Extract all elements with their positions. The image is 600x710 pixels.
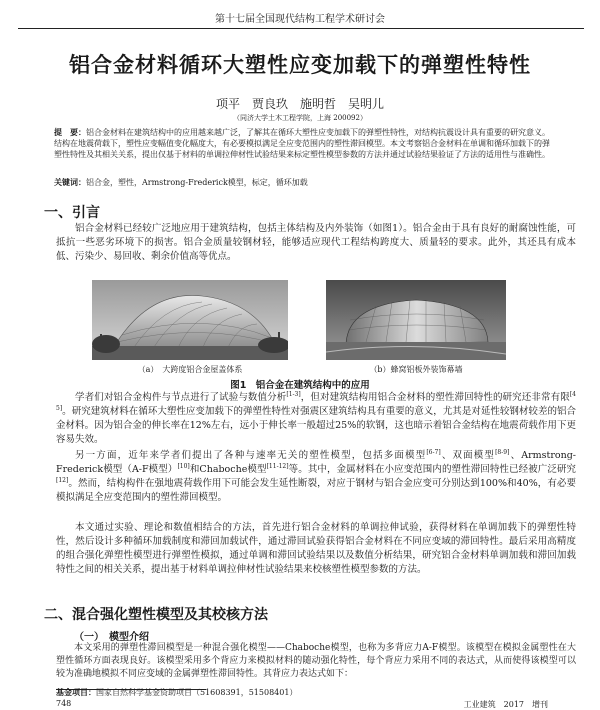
subsection-heading: （一） 模型介绍 [74, 632, 149, 643]
citation: [6-7] [426, 448, 441, 456]
figure-1b-caption: （b）蜂窝铝板外装饰幕墙 [369, 365, 463, 374]
paper-title: 铝合金材料循环大塑性应变加载下的弹塑性特性 [69, 53, 531, 77]
keywords-text: 铝合金，塑性，Armstrong-Frederick模型，标定，循环加载 [86, 178, 308, 187]
intro-p2-text-a: 学者们对铝合金构件与节点进行了试验与数值分析 [75, 392, 287, 403]
figure-1a-caption: （a） 大跨度铝合金屋盖体系 [137, 365, 243, 374]
running-header: 第十七届全国现代结构工程学术研讨会 [215, 14, 385, 25]
section-2-heading: 二、混合强化塑性模型及其校核方法 [44, 607, 268, 623]
intro-p2-text-c: 。研究建筑材料在循环大塑性应变加载下的弹塑性特性对强震区建筑结构具有重要的意义，尤其是对延性较钢材较差的铝合金材料。因为铝合金的伸长率在12%左右，远小于伸长率一般超过25%的软钢，这也暗示着铝合金结构在地震荷载作用下更容易失效。 [56, 406, 576, 445]
page-number: 748 [56, 699, 72, 708]
figure-1-title: 图1 铝合金在建筑结构中的应用 [230, 380, 370, 391]
section-1-heading: 一、引言 [44, 205, 100, 221]
abstract-label: 提 要： [54, 128, 86, 137]
intro-p3-text-a: 另一方面，近年来学者们提出了各种与速率无关的塑性模型，包括多面模型 [75, 450, 427, 461]
funding-text: 国家自然科学基金资助项目（51608391，51508401） [96, 688, 298, 697]
keywords [54, 177, 554, 188]
intro-p3-text-f: 。然而，结构构件在强地震荷载作用下可能会发生延性断裂，对应于钢材与铝合金应变可分别达到100%和40%，有必要模拟满足全应变范围内的塑性滞回模型。 [56, 478, 576, 503]
figure-1b-image [326, 280, 506, 360]
funding-label: 基金项目： [56, 688, 96, 697]
intro-paragraph-1: 铝合金材料已经较广泛地应用于建筑结构，包括主体结构及内外装饰（如图1）。铝合金由于具有良好的耐腐蚀性能，可抵抗一些恶劣环境下的损害。铝合金质量较钢材轻，能够适应现代工程结构跨度大、质量轻的要求。此外，其还具有成本低、污染少、易回收、剩余价值高等优点。 [56, 223, 576, 262]
citation: [11-12] [266, 462, 289, 470]
intro-p3-text-e: 等。其中，金属材料在小应变范围内的塑性滞回特性已经被广泛研究 [288, 464, 576, 475]
journal-info: 工业建筑 2017 增刊 [463, 700, 548, 709]
intro-paragraph-4: 本文通过实验、理论和数值相结合的方法，首先进行铝合金材料的单调拉伸试验，获得材料在单调加载下的弹塑性特性，然后设计多种循环加载制度和滞回加载试件，通过滞回试验获得铝合金材料在不同应变域的滞回特性。最后采用高精度的组合强化弹塑性模型进行弹塑性模拟，通过单调和滞回试验结果以及数值分析结果，研究铝合金材料单调加载和滞回加载特性之间的相关关系，提出基于材料单调拉伸材性试验结果来校核塑性模型参数的方法。 [56, 522, 576, 575]
header-rule [18, 28, 584, 29]
model-paragraph: 本文采用的弹塑性滞回模型是一种混合强化模型——Chaboche模型，也称为多背应力A-F模型。该模型在模拟金属塑性在大塑性循环方面表现良好。该模型采用多个背应力来模拟材料的随动强化特性，每个背应力采用不同的表达式，从而使得该模型可以较为准确地模拟不同应变域的金属弹塑性滞回特性。其背应力表达式如下： [56, 643, 576, 679]
abstract-text: 铝合金材料在建筑结构中的应用越来越广泛，了解其在循环大塑性应变加载下的弹塑性特性，对结构抗震设计具有重要的研究意义。结构在地震荷载下，塑性应变幅值变化幅度大，有必要模拟满足全应变范围内的塑性滞回模型。本文考察铝合金材料在单调和循环加载下的弹塑性特性及其相关关系，提出仅基于材料的单调拉伸材性试验结果来标定塑性模型参数的方法并通过试验结果验证了方法的适用性与准确性。 [54, 128, 550, 159]
abstract [54, 127, 554, 160]
intro-p3-text-b: 、双面模型 [440, 450, 496, 461]
keywords-label: 关键词： [54, 178, 86, 187]
citation: [8-9] [495, 448, 510, 456]
affiliation: （同济大学土木工程学院，上海 200092） [233, 114, 367, 122]
citation: [1-3] [286, 390, 301, 398]
intro-paragraph-3 [56, 449, 576, 505]
figure-1a-image [92, 280, 288, 360]
authors: 项平 贾良玖 施明哲 吴明儿 [215, 97, 384, 111]
funding-note [56, 687, 297, 698]
citation: [4 5] [56, 390, 576, 412]
intro-p3-text-c: 、Armstrong-Frederick模型（A-F模型） [56, 450, 576, 475]
intro-paragraph-2 [56, 391, 576, 447]
intro-p3-text-d: 和Chaboche模型 [189, 464, 267, 475]
intro-p2-text-b: ，但对建筑结构用铝合金材料的塑性滞回特性的研究还非常有限 [300, 392, 570, 403]
citation: [10] [177, 462, 190, 470]
citation: [12] [56, 476, 69, 484]
